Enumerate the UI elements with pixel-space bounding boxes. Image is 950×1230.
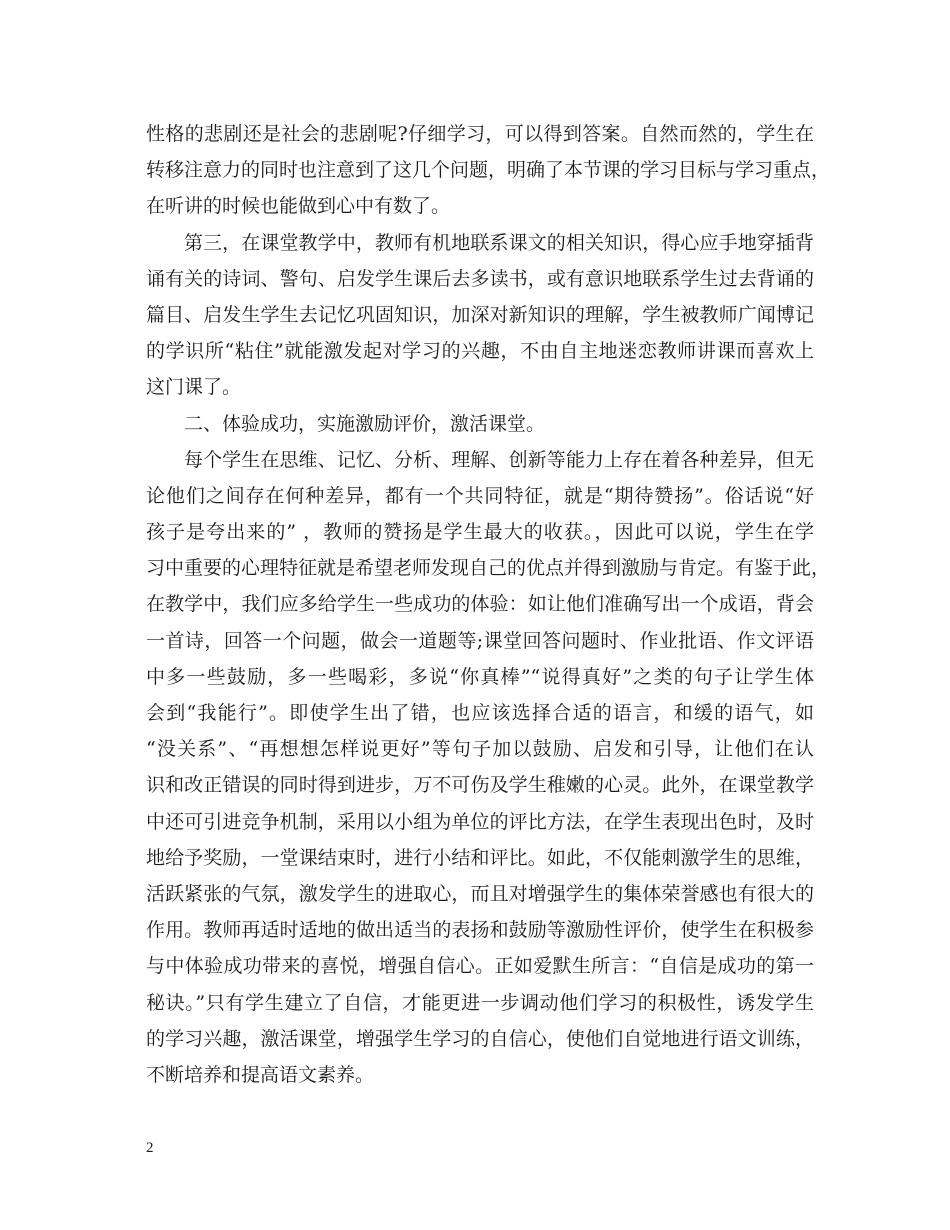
text-line: 每个学生在思维、记忆、分析、理解、创新等能力上存在着各种差异，但无 bbox=[184, 448, 814, 471]
text-line: 转移注意力的同时也注意到了这几个问题，明确了本节课的学习目标与学习重点， bbox=[146, 159, 831, 182]
paragraph-1 bbox=[146, 116, 831, 225]
text-line: 第三，在课堂教学中，教师有机地联系课文的相关知识，得心应手地穿插背 bbox=[184, 231, 814, 254]
text-line: 习中重要的心理特征就是希望老师发现自己的优点并得到激励与肯定。有鉴于此， bbox=[146, 557, 831, 580]
text-line: 秘诀。”只有学生建立了自信，才能更进一步调动他们学习的积极性，诱发学生 bbox=[146, 991, 814, 1014]
text-line: 活跃紧张的气氛，激发学生的进取心，而且对增强学生的集体荣誉感也有很大的 bbox=[146, 882, 814, 905]
paragraph-4 bbox=[146, 442, 831, 1093]
text-line: 论他们之间存在何种差异，都有一个共同特征，就是“期待赞扬”。俗话说“好 bbox=[146, 484, 814, 507]
text-line: 地给予奖励，一堂课结束时，进行小结和评比。如此，不仅能刺激学生的思维， bbox=[146, 846, 814, 869]
text-line: 这门课了。 bbox=[146, 376, 242, 399]
text-line: 篇目、启发生学生去记忆巩固知识，加深对新知识的理解，学生被教师广闻博记 bbox=[146, 303, 814, 326]
text-line: 识和改正错误的同时得到进步，万不可伤及学生稚嫩的心灵。此外，在课堂教学 bbox=[146, 774, 814, 797]
text-line: 中还可引进竞争机制，采用以小组为单位的评比方法，在学生表现出色时，及时 bbox=[146, 810, 814, 833]
text-line: 在教学中，我们应多给学生一些成功的体验：如让他们准确写出一个成语，背会 bbox=[146, 593, 814, 616]
text-line: 一首诗，回答一个问题，做会一道题等;课堂回答问题时、作业批语、作文评语 bbox=[146, 629, 814, 652]
text-line: 诵有关的诗词、警句、启发学生课后去多读书，或有意识地联系学生过去背诵的 bbox=[146, 267, 814, 290]
section-heading bbox=[146, 406, 814, 442]
text-line: 中多一些鼓励，多一些喝彩，多说“你真棒”“说得真好”之类的句子让学生体 bbox=[146, 665, 814, 688]
text-line: 的学习兴趣，激活课堂，增强学生学习的自信心，使他们自觉地进行语文训练， bbox=[146, 1027, 814, 1050]
page-number: 2 bbox=[146, 1140, 154, 1156]
text-line: 作用。教师再适时适地的做出适当的表扬和鼓励等激励性评价，使学生在积极参 bbox=[146, 919, 814, 942]
text-line: “没关系”、“再想想怎样说更好”等句子加以鼓励、启发和引导，让他们在认 bbox=[146, 738, 814, 761]
document-body bbox=[146, 116, 831, 1093]
text-line: 孩子是夸出来的” ，教师的赞扬是学生最大的收获。，因此可以说，学生在学 bbox=[146, 521, 814, 544]
text-line: 与中体验成功带来的喜悦，增强自信心。正如爱默生所言：“自信是成功的第一 bbox=[146, 955, 814, 978]
text-line: 会到“我能行”。即使学生出了错，也应该选择合适的语言，和缓的语气，如 bbox=[146, 702, 814, 724]
text-line: 二、体验成功，实施激励评价，激活课堂。 bbox=[184, 412, 546, 435]
text-line: 不断培养和提高语文素养。 bbox=[146, 1063, 375, 1086]
paragraph-2 bbox=[146, 225, 814, 406]
text-line: 性格的悲剧还是社会的悲剧呢?仔细学习，可以得到答案。自然而然的，学生在 bbox=[146, 123, 814, 145]
text-line: 的学识所“粘住”就能激发起对学习的兴趣，不由自主地迷恋教师讲课而喜欢上 bbox=[146, 340, 814, 363]
text-line: 在听讲的时候也能做到心中有数了。 bbox=[146, 195, 451, 218]
